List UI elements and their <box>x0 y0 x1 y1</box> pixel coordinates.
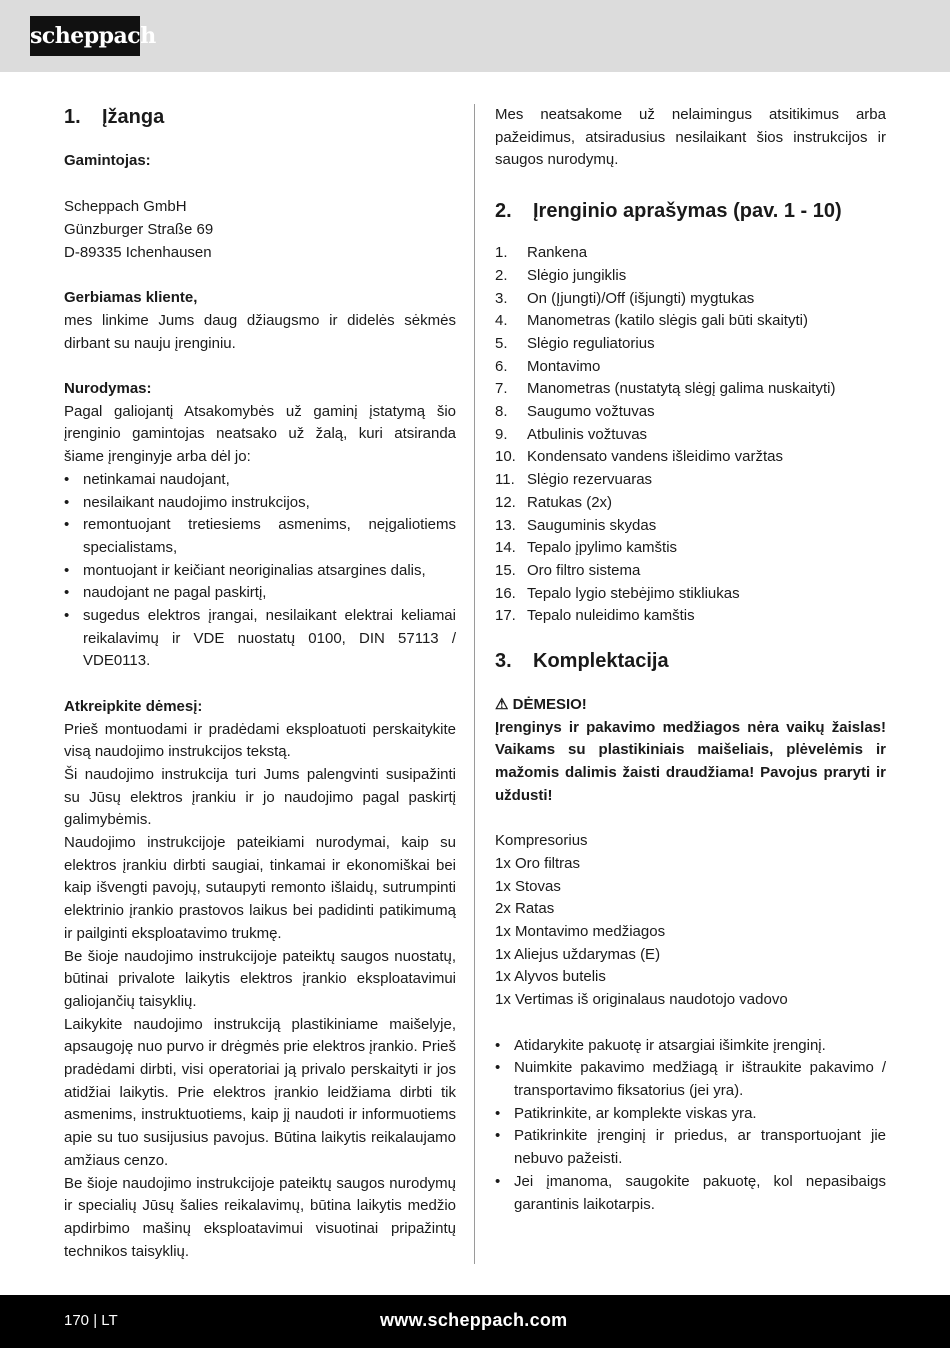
scheppach-logo: scheppach <box>30 16 140 56</box>
contents-item: 1x Vertimas iš originalaus naudotojo vadovo <box>495 991 788 1009</box>
list-item: 14. Tepalo įpylimo kamštis <box>495 539 678 557</box>
contents-item: 1x Alyvos butelis <box>495 968 606 986</box>
page-header <box>0 0 950 72</box>
list-item: • Atidarykite pakuotę ir atsargiai išimkite įrenginį. <box>495 1036 826 1054</box>
address-line: D-89335 Ichenhausen <box>64 243 212 261</box>
page-number: 170 | LT <box>64 1312 118 1329</box>
list-item: • nesilaikant naudojimo instrukcijos, <box>64 493 310 511</box>
list-item: • Patikrinkite įrenginį ir priedus, ar transportuojant jie nebuvo pažeisti. <box>495 1127 886 1168</box>
list-item: • montuojant ir keičiant neoriginalias atsargines dalis, <box>64 561 426 579</box>
list-item: 10. Kondensato vandens išleidimo varžtas <box>495 448 783 466</box>
contents-item: 2x Ratas <box>495 900 555 918</box>
section-title: Komplektacija <box>533 650 669 673</box>
list-item: 17. Tepalo nuleidimo kamštis <box>495 607 695 625</box>
attention-paragraph: Ši naudojimo instrukcija turi Jums palengvinti susipažinti su Jūsų elektros įrankiu ir jo naudojimo pagal paskirtį galimybėmis. <box>64 765 456 829</box>
contents-item: Kompresorius <box>495 832 588 850</box>
contents-item: 1x Oro filtras <box>495 854 581 872</box>
section-number: 3. <box>495 650 512 673</box>
list-item: • naudojant ne pagal paskirtį, <box>64 584 267 602</box>
column-divider <box>474 104 475 1264</box>
manufacturer-label: Gamintojas: <box>64 152 151 169</box>
attention-paragraph: Naudojimo instrukcijoje pateikiami nurodymai, kaip su elektros įrankiu dirbti saugiai, tinkamai ir ekonomiškai bei kaip išvengti pavojų, sutaupyti remonto išlaidų, sutrumpinti elektrinio įrankio prastovos laikus bei padidinti patikimumą ir pailginti eksploatavimo trukmę. <box>64 834 456 942</box>
section-3-heading <box>495 648 886 674</box>
warning-text: Įrenginys ir pakavimo medžiagos nėra vaikų žaislas! Vaikams su plastikiniais maišeliais, plėvelėmis ir mažomis dalimis žaisti draudžiama! Pavojus praryti ir uždusti! <box>495 718 886 804</box>
address-line: Scheppach GmbH <box>64 198 187 216</box>
section-1-heading <box>64 104 456 130</box>
attention-paragraph: Laikykite naudojimo instrukciją plastikiniame maišelyje, apsaugoję nuo purvo ir drėgmės prie elektros įrankio. Prieš pradėdami dirbti, visi operatoriai ją privalo perskaityti ir jos atidžiai laikytis. Prie elektros įrankio leidžiama dirbti tik asmenims, instruktuotiems, kaip jį naudoti ir informuotiems apie su tuo susijusius pavojus. Būtina laikytis reikalaujamo amžiaus cenzo. <box>64 1015 456 1169</box>
section-2-heading <box>495 198 886 224</box>
attention-paragraph: Prieš montuodami ir pradėdami eksploatuoti perskaitykite visą naudojimo instrukcijos tekstą. <box>64 720 456 761</box>
list-item: 13. Sauguminis skydas <box>495 516 657 534</box>
list-item: • netinkamai naudojant, <box>64 470 230 488</box>
section-number: 2. <box>495 200 512 223</box>
list-item: • Jei įmanoma, saugokite pakuotę, kol nepasibaigs garantinis laikotarpis. <box>495 1172 886 1213</box>
section-title: Įrenginio aprašymas (pav. 1 - 10) <box>533 200 842 223</box>
note-label: Nurodymas: <box>64 379 152 397</box>
note-text: Pagal galiojantį Atsakomybės už gaminį įstatymą šio įrenginio gamintojas neatsako už žalą, kuri atsiranda šiame įrenginyje arba dėl jo: <box>64 402 456 466</box>
list-item: 16. Tepalo lygio stebėjimo stikliukas <box>495 584 740 602</box>
section-title: Įžanga <box>102 106 165 128</box>
liability-bullet-list <box>64 469 456 673</box>
list-item: 1. Rankena <box>495 244 588 262</box>
liability-text: Mes neatsakome už nelaimingus atsitikimus arba pažeidimus, atsiradusius nesilaikant šios instrukcijos ir saugos nurodymų. <box>495 106 886 169</box>
contents-item: 1x Montavimo medžiagos <box>495 923 666 941</box>
list-item: 6. Montavimo <box>495 357 601 375</box>
list-item: 8. Saugumo vožtuvas <box>495 403 655 421</box>
right-column <box>495 104 886 1216</box>
warning-label-line <box>495 694 886 717</box>
list-item: 5. Slėgio reguliatorius <box>495 334 655 352</box>
list-item: 15. Oro filtro sistema <box>495 561 641 579</box>
attention-label: Atkreipkite dėmesį: <box>64 697 203 715</box>
list-item: 7. Manometras (nustatytą slėgį galima nuskaityti) <box>495 380 836 398</box>
list-item: 12. Ratukas (2x) <box>495 493 613 511</box>
greeting-label: Gerbiamas kliente, <box>64 289 198 307</box>
address-line: Günzburger Straße 69 <box>64 221 214 239</box>
list-item: • sugedus elektros įrangai, nesilaikant elektrai keliamai reikalavimų ir VDE nuostatų 0100, DIN 57113 / VDE0113. <box>64 607 456 670</box>
list-item: 2. Slėgio jungiklis <box>495 266 627 284</box>
warning-triangle-icon: ⚠ <box>495 696 509 714</box>
list-item: 3. On (Įjungti)/Off (išjungti) mygtukas <box>495 289 755 307</box>
parts-list <box>495 242 886 628</box>
website-link[interactable]: www.scheppach.com <box>380 1310 568 1330</box>
list-item: 11. Slėgio rezervuaras <box>495 471 653 489</box>
left-column <box>64 104 456 1263</box>
list-item: • Patikrinkite, ar komplekte viskas yra. <box>495 1104 757 1122</box>
list-item: 9. Atbulinis vožtuvas <box>495 425 648 443</box>
list-item: • remontuojant tretiesiems asmenims, neįgaliotiems specialistams, <box>64 516 456 556</box>
page-footer <box>0 1295 950 1348</box>
list-item: 4. Manometras (katilo slėgis gali būti skaityti) <box>495 312 808 330</box>
unpacking-steps-list <box>495 1035 886 1217</box>
list-item: • Nuimkite pakavimo medžiagą ir ištraukite pakavimo / transportavimo fiksatorius (jei yra). <box>495 1059 886 1099</box>
attention-paragraph: Be šioje naudojimo instrukcijoje pateiktų saugos nuostatų, būtinai privalote laikytis elektros įrankio eksploatavimui galiojančių taisyklių. <box>64 947 456 1010</box>
warning-label: DĖMESIO! <box>512 696 587 714</box>
attention-paragraph: Be šioje naudojimo instrukcijoje pateiktų saugos nurodymų ir specialių Jūsų šalies reikalavimų, būtina laikytis medžio apdirbimo mašinų eksploatavimui visuotinai pripažintų technikos taisyklių. <box>64 1174 456 1260</box>
section-number: 1. <box>64 106 81 128</box>
contents-item: 1x Stovas <box>495 877 561 895</box>
contents-item: 1x Aliejus uždarymas (E) <box>495 945 661 963</box>
greeting-text: mes linkime Jums daug džiaugsmo ir didelės sėkmės dirbant su nauju įrenginiu. <box>64 311 456 352</box>
